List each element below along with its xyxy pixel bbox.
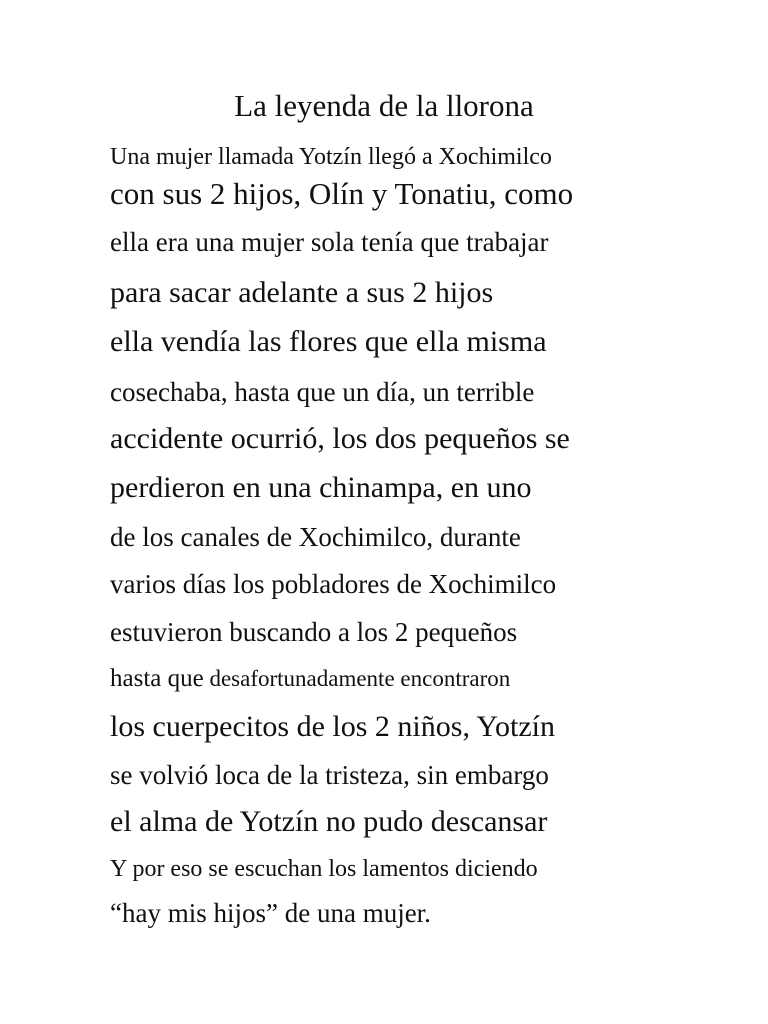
text-line-14: se volvió loca de la tristeza, sin embargo: [110, 760, 549, 790]
text-line-12-part-1: hasta que: [110, 665, 204, 692]
text-line-17: “hay mis hijos” de una mujer.: [110, 898, 431, 928]
text-line-1: Una mujer llamada Yotzín llegó a Xochimilco: [110, 144, 552, 170]
text-line-3: ella era una mujer sola tenía que trabajar: [110, 227, 549, 257]
text-line-6: cosechaba, hasta que un día, un terrible: [110, 377, 535, 407]
text-line-12-part-2: desafortunadamente encontraron: [203, 666, 511, 691]
text-line-7: accidente ocurrió, los dos pequeños se: [110, 422, 570, 455]
text-line-8: perdieron en una chinampa, en uno: [110, 471, 532, 504]
text-line-9: de los canales de Xochimilco, durante: [110, 522, 521, 552]
text-line-4: para sacar adelante a sus 2 hijos: [110, 276, 494, 309]
document-title: La leyenda de la llorona: [234, 88, 534, 123]
text-line-2: con sus 2 hijos, Olín y Tonatiu, como: [110, 176, 574, 211]
text-line-16: Y por eso se escuchan los lamentos diciendo: [110, 856, 538, 882]
text-line-11: estuvieron buscando a los 2 pequeños: [110, 617, 518, 647]
text-line-10: varios días los pobladores de Xochimilco: [110, 569, 557, 599]
text-line-12: [110, 659, 510, 702]
text-line-13: los cuerpecitos de los 2 niños, Yotzín: [110, 710, 555, 743]
text-line-5: ella vendía las flores que ella misma: [110, 325, 547, 358]
text-line-15: el alma de Yotzín no pudo descansar: [110, 805, 548, 838]
